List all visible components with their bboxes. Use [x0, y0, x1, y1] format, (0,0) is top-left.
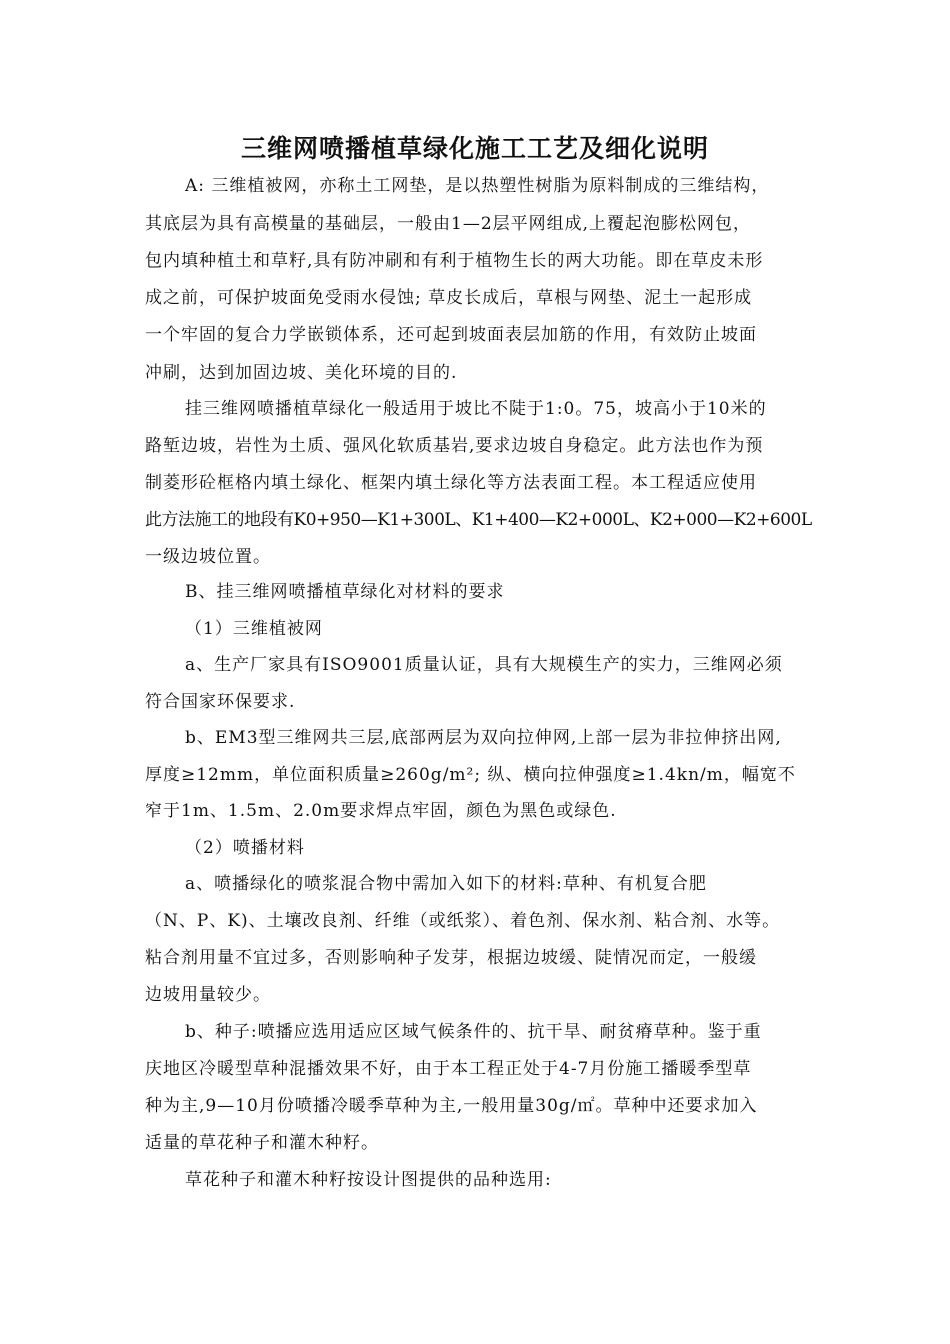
paragraph-line: 窄于1m、1.5m、2.0m要求焊点牢固，颜色为黑色或绿色. — [145, 801, 617, 821]
paragraph-line: 一级边坡位置。 — [145, 547, 271, 567]
document-title: 三维网喷播植草绿化施工工艺及细化说明 — [240, 134, 709, 163]
paragraph-line: 草花种子和灌木种籽按设计图提供的品种选用: — [185, 1170, 552, 1190]
paragraph-line: 路堑边坡，岩性为土质、强风化软质基岩,要求边坡自身稳定。此方法也作为预 — [145, 436, 764, 456]
paragraph-line: 成之前，可保护坡面免受雨水侵蚀; 草皮长成后，草根与网垫、泥土一起形成 — [145, 288, 753, 308]
paragraph-line: 厚度≥12mm，单位面积质量≥260g/m²; 纵、横向拉伸强度≥1.4kn/m，幅宽不 — [145, 765, 796, 785]
paragraph-line: （N、P、K)、土壤改良剂、纤维（或纸浆）、着色剂、保水剂、粘合剂、水等。 — [145, 911, 781, 931]
paragraph-line: 庆地区冷暖型草种混播效果不好，由于本工程正处于4-7月份施工播暖季型草 — [145, 1059, 752, 1079]
paragraph-line: 符合国家环保要求. — [145, 692, 296, 712]
paragraph-line: 冲刷，达到加固边坡、美化环境的目的. — [145, 363, 458, 383]
paragraph-line: 挂三维网喷播植草绿化一般适用于坡比不陡于1:0。75，坡高小于10米的 — [185, 399, 767, 419]
paragraph-line: 其底层为具有高模量的基础层，一般由1—2层平网组成,上覆起泡膨松网包， — [145, 214, 752, 234]
paragraph-line: b、EM3型三维网共三层,底部两层为双向拉伸网,上部一层为非拉伸挤出网, — [185, 728, 782, 748]
subsection-heading: （1）三维植被网 — [185, 619, 323, 639]
section-heading: B、挂三维网喷播植草绿化对材料的要求 — [185, 582, 505, 602]
paragraph-line: a、喷播绿化的喷浆混合物中需加入如下的材料:草种、有机复合肥 — [185, 874, 707, 894]
paragraph-line: a、生产厂家具有ISO9001质量认证，具有大规模生产的实力，三维网必须 — [185, 655, 783, 675]
paragraph-line: 粘合剂用量不宜过多，否则影响种子发芽，根据边坡缓、陡情况而定，一般缓 — [145, 948, 757, 968]
paragraph-line: 包内填种植土和草籽,具有防冲刷和有利于植物生长的两大功能。即在草皮未形 — [145, 251, 764, 271]
paragraph-line: b、种子:喷播应选用适应区域气候条件的、抗干旱、耐贫瘠草种。鉴于重 — [185, 1022, 762, 1042]
paragraph-line: 适量的草花种子和灌木种籽。 — [145, 1133, 379, 1153]
subsection-heading: （2）喷播材料 — [185, 838, 305, 858]
paragraph-line: 边坡用量较少。 — [145, 985, 271, 1005]
paragraph-line: 此方法施工的地段有K0+950—K1+300L、K1+400—K2+000L、K2+000—K2+600L — [145, 510, 812, 530]
paragraph-line: 制菱形砼框格内填土绿化、框架内填土绿化等方法表面工程。本工程适应使用 — [145, 473, 757, 493]
paragraph-line: 种为主,9—10月份喷播冷暖季草种为主,一般用量30g/㎡。草种中还要求加入 — [145, 1096, 758, 1116]
paragraph-line: A: 三维植被网，亦称土工网垫，是以热塑性树脂为原料制成的三维结构， — [185, 176, 770, 196]
paragraph-line: 一个牢固的复合力学嵌锁体系，还可起到坡面表层加筋的作用，有效防止坡面 — [145, 325, 757, 345]
